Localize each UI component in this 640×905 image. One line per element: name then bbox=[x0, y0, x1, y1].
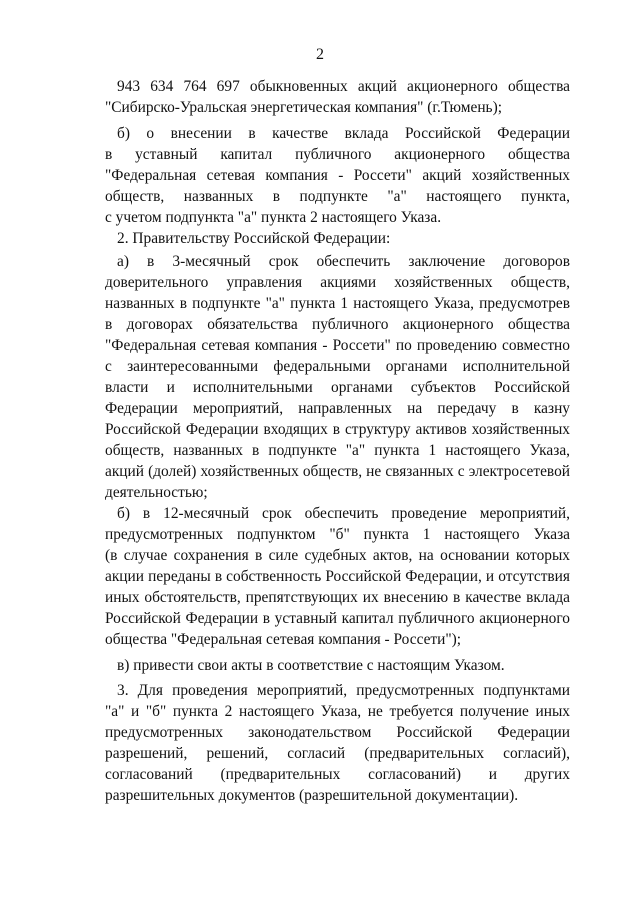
text-line: власти и исполнительными органами субъектов Российской bbox=[105, 379, 570, 396]
text-line: предусмотренных подпунктом "б" пункта 1 настоящего Указа bbox=[105, 526, 570, 543]
text-line: Российской Федерации в уставный капитал публичного акционерного bbox=[105, 610, 570, 627]
text-line: в договорах обязательства публичного акционерного общества bbox=[105, 316, 570, 333]
text-line: б) о внесении в качестве вклада Российской Федерации bbox=[117, 125, 570, 142]
text-line: (в случае сохранения в силе судебных актов, на основании которых bbox=[105, 547, 570, 564]
text-line: с заинтересованными федеральными органами исполнительной bbox=[105, 358, 570, 375]
text-line: общества "Федеральная сетевая компания - Россети"); bbox=[105, 631, 462, 648]
text-line: 3. Для проведения мероприятий, предусмотренных подпунктами bbox=[117, 682, 570, 699]
text-line: "Федеральная сетевая компания - Россети" по проведению совместно bbox=[105, 337, 570, 354]
text-line: б) в 12-месячный срок обеспечить проведение мероприятий, bbox=[117, 505, 570, 522]
text-line: Федерации мероприятий, направленных на передачу в казну bbox=[105, 400, 570, 417]
text-line: "а" и "б" пункта 2 настоящего Указа, не требуется получение иных bbox=[105, 703, 570, 720]
text-line: названных в подпункте "а" пункта 1 настоящего Указа, предусмотрев bbox=[105, 295, 570, 312]
text-line: согласований (предварительных согласований) и других bbox=[105, 766, 570, 783]
text-line: акции переданы в собственность Российской Федерации, и отсутствия bbox=[105, 568, 570, 585]
text-line: разрешительных документов (разрешительной документации). bbox=[105, 787, 519, 804]
text-line: доверительного управления акциями хозяйственных обществ, bbox=[105, 274, 570, 291]
text-line: деятельностью; bbox=[105, 484, 208, 501]
text-line: обществ, названных в подпункте "а" настоящего пункта, bbox=[105, 188, 570, 205]
text-line: разрешений, решений, согласий (предварительных согласий), bbox=[105, 745, 570, 762]
text-line: 943 634 764 697 обыкновенных акций акционерного общества bbox=[117, 78, 570, 95]
text-line: "Федеральная сетевая компания - Россети" акций хозяйственных bbox=[105, 167, 570, 184]
text-line: в уставный капитал публичного акционерного общества bbox=[105, 146, 570, 163]
text-line: "Сибирско-Уральская энергетическая компания" (г.Тюмень); bbox=[105, 99, 502, 116]
text-line: 2. Правительству Российской Федерации: bbox=[117, 230, 391, 247]
text-line: предусмотренных законодательством Российской Федерации bbox=[105, 724, 570, 741]
text-line: а) в 3-месячный срок обеспечить заключение договоров bbox=[117, 253, 570, 270]
text-line: с учетом подпункта "а" пункта 2 настоящего Указа. bbox=[105, 209, 442, 226]
text-line: Российской Федерации входящих в структуру активов хозяйственных bbox=[105, 421, 570, 438]
page-number: 2 bbox=[316, 46, 324, 63]
text-line: акций (долей) хозяйственных обществ, не связанных с электросетевой bbox=[105, 463, 570, 480]
text-line: иных обстоятельств, препятствующих их внесению в качестве вклада bbox=[105, 589, 570, 606]
text-line: в) привести свои акты в соответствие с настоящим Указом. bbox=[117, 657, 505, 674]
text-line: обществ, названных в подпункте "а" пункта 1 настоящего Указа, bbox=[105, 442, 570, 459]
